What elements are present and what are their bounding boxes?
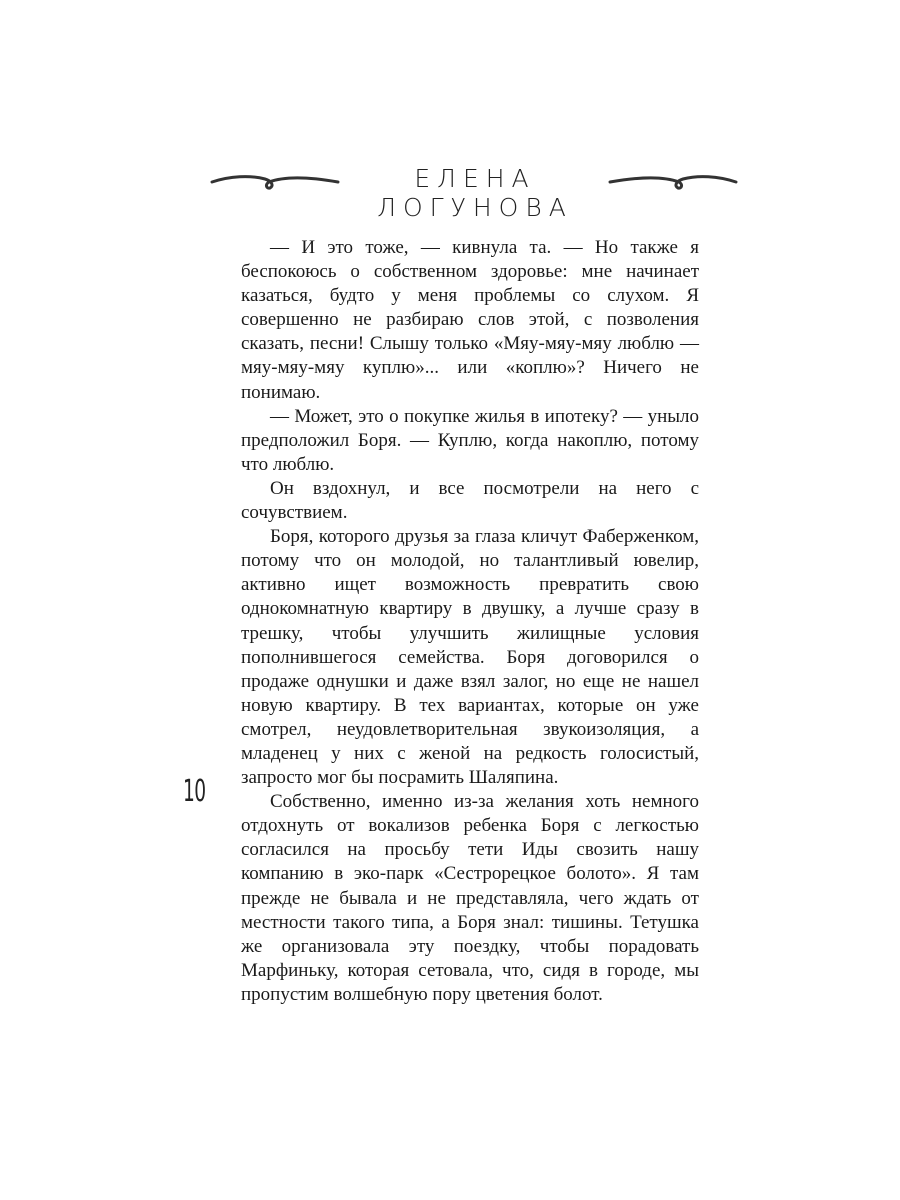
flourish-ornament-left-icon (210, 170, 340, 192)
flourish-ornament-right-icon (608, 170, 738, 192)
running-header (200, 160, 740, 222)
paragraph: — И это тоже, — кивнула та. — Но также я беспокоюсь о собственном здоровье: мне начинает казаться, будто у меня проблемы со слухом. Я совершенно не разбираю слов этой, с позволения сказать, песни! Слышу только «Мяу-мяу-мяу люблю — мяу-мяу-мяу куплю»... или «коплю»? Ничего не понимаю. (241, 237, 699, 403)
paragraph: Собственно, именно из-за желания хоть немного отдохнуть от вокализов ребенка Боря с легкостью согласился на просьбу тети Иды свозить нашу компанию в эко-парк «Сестрорецкое болото». Я там прежде не бывала и не представляла, чего ждать от местности такого типа, а Боря знал: тишины. Тетушка же организовала эту поездку, чтобы порадовать Марфиньку, которая сетовала, что, сидя в городе, мы пропустим волшебную пору цветения болот. (241, 791, 699, 1005)
paragraph: Он вздохнул, и все посмотрели на него с сочувствием. (241, 477, 699, 524)
page-number: 10 (183, 774, 206, 809)
running-header-title: ЕЛЕНА ЛОГУНОВА (377, 164, 573, 222)
paragraph: — Может, это о покупке жилья в ипотеку? — уныло предположил Боря. — Куплю, когда накоплю, потому что люблю. (241, 405, 699, 475)
paragraph: Боря, которого друзья за глаза кличут Фаберженком, потому что он молодой, но талантливый ювелир, активно ищет возможность превратить свою однокомнатную квартиру в двушку, а лучше сразу в трешку, чтобы улучшить жилищные условия пополнившегося семейства. Боря договорился о продаже однушки и даже взял залог, но еще не нашел новую квартиру. В тех вариантах, которые он уже смотрел, неудовлетворительная звукоизоляция, а младенец у них с женой на редкость голосистый, запросто мог бы посрамить Шаляпина. (241, 526, 699, 789)
body-text (241, 236, 699, 1007)
